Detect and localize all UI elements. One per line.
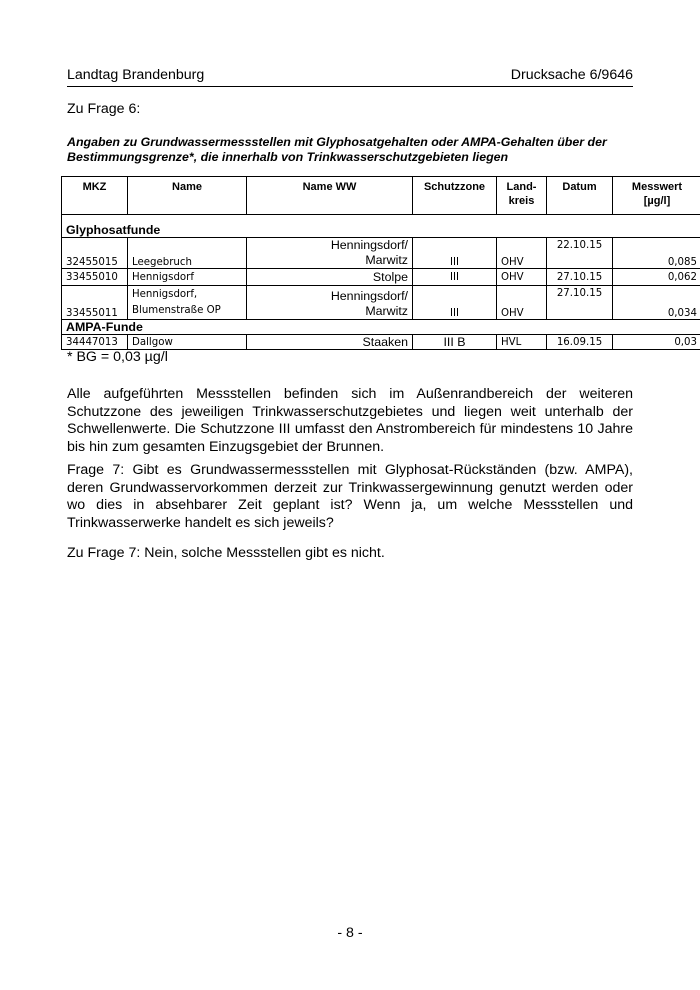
- cell-name-ww: Stolpe: [247, 269, 413, 286]
- cell-mkz: 34447013: [62, 335, 128, 350]
- table-row: [62, 238, 700, 269]
- question7-paragraph: Frage 7: Gibt es Grundwassermessstellen mit Glyphosat-Rückständen (bzw. AMPA), deren Grundwasservorkommen derzeit zur Trinkwassergewinnung genutzt werden oder wo dies in absehbarer Zeit geplant ist? Wenn ja, um welche Messstellen und Trinkwasserwerke handelt es sich jeweils?: [67, 462, 633, 531]
- cell-mkz: 33455010: [62, 269, 128, 286]
- cell-wert: 0,085: [613, 238, 700, 269]
- cell-datum: 27.10.15: [547, 269, 613, 286]
- cell-wert: 0,03: [613, 335, 700, 350]
- cell-name-ww: Henningsdorf/ Marwitz: [247, 238, 413, 269]
- measurement-table: [61, 176, 700, 350]
- col-header-kreis: Land- kreis: [497, 177, 547, 215]
- cell-datum: 22.10.15: [547, 238, 613, 269]
- table-footnote: * BG = 0,03 µg/l: [67, 349, 168, 365]
- question6-label: Zu Frage 6:: [67, 101, 141, 117]
- cell-datum: 16.09.15: [547, 335, 613, 350]
- cell-zone: III: [413, 269, 497, 286]
- cell-name: Hennigsdorf, Blumenstraße OP: [128, 286, 247, 320]
- cell-kreis: OHV: [497, 238, 547, 269]
- cell-name: Hennigsdorf: [128, 269, 247, 286]
- header-parliament: Landtag Brandenburg: [67, 67, 205, 83]
- cell-name: Dallgow: [128, 335, 247, 350]
- col-header-name-ww: Name WW: [247, 177, 413, 215]
- section-row-glyphosat: [62, 215, 700, 238]
- cell-kreis: HVL: [497, 335, 547, 350]
- page-header: [67, 66, 633, 87]
- col-header-wert: Messwert [µg/l]: [613, 177, 700, 215]
- cell-name: Leegebruch: [128, 238, 247, 269]
- section-ampa: AMPA-Funde: [62, 320, 700, 335]
- table-row: [62, 286, 700, 320]
- cell-mkz: 32455015: [62, 238, 128, 269]
- cell-wert: 0,034: [613, 286, 700, 320]
- header-document-number: Drucksache 6/9646: [510, 67, 633, 83]
- table-intro-line1: Angaben zu Grundwassermessstellen mit Glyphosatgehalten oder AMPA-Gehalten über der: [67, 135, 607, 149]
- page-number: - 8 -: [337, 925, 363, 941]
- cell-kreis: OHV: [497, 269, 547, 286]
- cell-name-ww: Staaken: [247, 335, 413, 350]
- cell-name-ww: Henningsdorf/ Marwitz: [247, 286, 413, 320]
- table-row: [62, 269, 700, 286]
- cell-zone: III: [413, 286, 497, 320]
- section-row-ampa: [62, 320, 700, 335]
- col-header-datum: Datum: [547, 177, 613, 215]
- cell-wert: 0,062: [613, 269, 700, 286]
- col-header-zone: Schutzzone: [413, 177, 497, 215]
- answer7-paragraph: Zu Frage 7: Nein, solche Messstellen gibt es nicht.: [67, 545, 385, 561]
- col-header-mkz: MKZ: [62, 177, 128, 215]
- table-row: [62, 335, 700, 350]
- cell-kreis: OHV: [497, 286, 547, 320]
- cell-zone: III: [413, 238, 497, 269]
- cell-zone: III B: [413, 335, 497, 350]
- table-intro: [67, 135, 637, 165]
- cell-datum: 27.10.15: [547, 286, 613, 320]
- table-intro-line2: Bestimmungsgrenze*, die innerhalb von Trinkwasserschutzgebieten liegen: [67, 150, 509, 164]
- cell-mkz: 33455011: [62, 286, 128, 320]
- table-header-row: [62, 177, 700, 215]
- col-header-name: Name: [128, 177, 247, 215]
- section-glyphosat: Glyphosatfunde: [62, 215, 700, 238]
- answer6-paragraph: Alle aufgeführten Messstellen befinden sich im Außenrandbereich der weiteren Schutzzone des jeweiligen Trinkwasserschutzgebietes und liegen weit unterhalb der Schwellenwerte. Die Schutzzone III umfasst den Anstrombereich für mindestens 10 Jahre bis hin zum gesamten Einzugsgebiet der Brunnen.: [67, 386, 633, 455]
